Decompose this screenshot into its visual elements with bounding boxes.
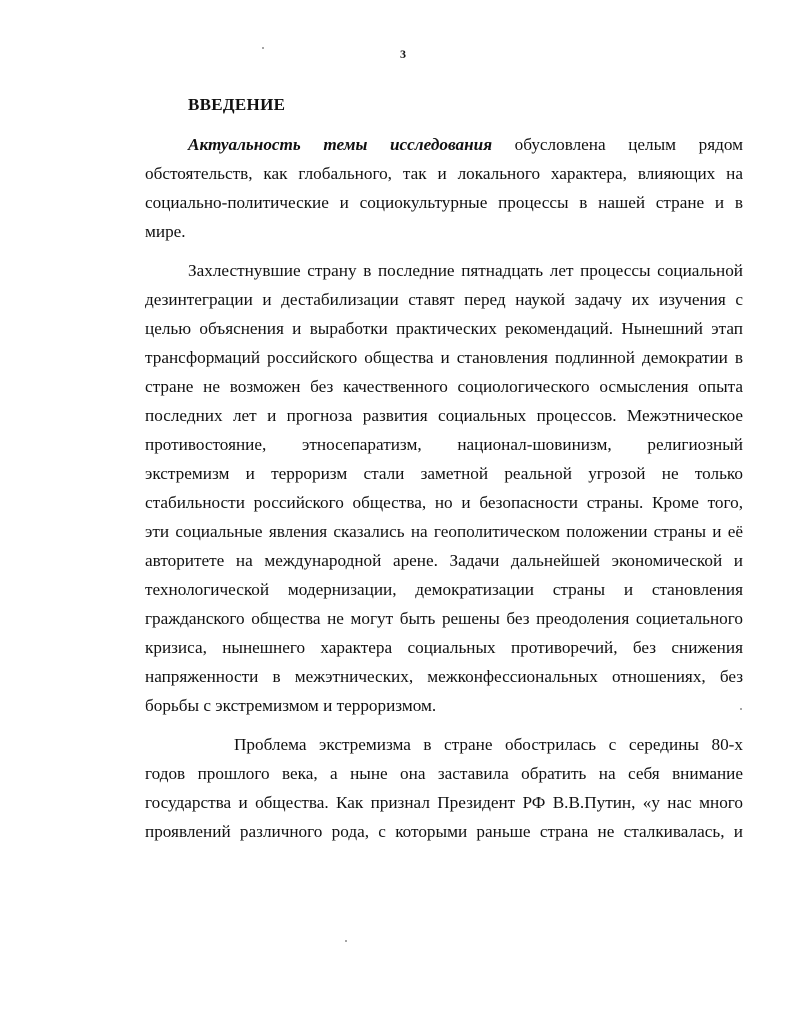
paragraph-1-line-1: [188, 134, 743, 156]
text-line: гражданского общества не могут быть решены без преодоления социетального: [145, 609, 743, 628]
text-line: Захлестнувшие страну в последние пятнадцать лет процессы социальной: [188, 261, 743, 280]
text-line: борьбы с экстремизмом и терроризмом.: [145, 696, 437, 715]
text-line: государства и общества. Как признал Президент РФ В.В.Путин, «у нас много: [145, 793, 743, 812]
emphasis-word: темы: [323, 135, 368, 154]
text-line: проявлений различного рода, с которыми раньше страна не сталкивалась, и: [145, 822, 743, 841]
text-line: трансформаций российского общества и становления подлинной демократии в: [145, 348, 743, 367]
page-number: 3: [400, 47, 406, 61]
text-line: социально-политические и социокультурные процессы в нашей стране и в: [145, 193, 743, 212]
text-line: напряженности в межэтнических, межконфессиональных отношениях, без: [145, 667, 743, 686]
text-line: Проблема экстремизма в стране обострилась с середины 80-х: [234, 735, 743, 754]
section-heading: ВВЕДЕНИЕ: [188, 95, 286, 114]
text-line: мире.: [145, 222, 186, 241]
text-line: дезинтеграции и дестабилизации ставят перед наукой задачу их изучения с: [145, 290, 743, 309]
text-line: целью объяснения и выработки практических рекомендаций. Нынешний этап: [145, 319, 743, 338]
emphasis-word: Актуальность: [188, 135, 301, 154]
text-line: эти социальные явления сказались на геополитическом положении страны и её: [145, 522, 743, 541]
emphasis-word: исследования: [389, 135, 493, 154]
text-run: обусловлена целым рядом: [514, 135, 744, 154]
text-line: противостояние, этносепаратизм, национал-шовинизм, религиозный: [145, 435, 743, 454]
text-line: стабильности российского общества, но и безопасности страны. Кроме того,: [145, 493, 743, 512]
text-line: последних лет и прогноза развития социальных процессов. Межэтническое: [145, 406, 743, 425]
text-line: кризиса, нынешнего характера социальных противоречий, без снижения: [145, 638, 743, 657]
text-line: стране не возможен без качественного социологического осмысления опыта: [145, 377, 743, 396]
text-line: годов прошлого века, а ныне она заставила обратить на себя внимание: [145, 764, 743, 783]
text-line: авторитете на международной арене. Задачи дальнейшей экономической и: [145, 551, 743, 570]
text-line: обстоятельств, как глобального, так и локального характера, влияющих на: [145, 164, 743, 183]
text-line: технологической модернизации, демократизации страны и становления: [145, 580, 743, 599]
text-line: экстремизм и терроризм стали заметной реальной угрозой не только: [145, 464, 743, 483]
